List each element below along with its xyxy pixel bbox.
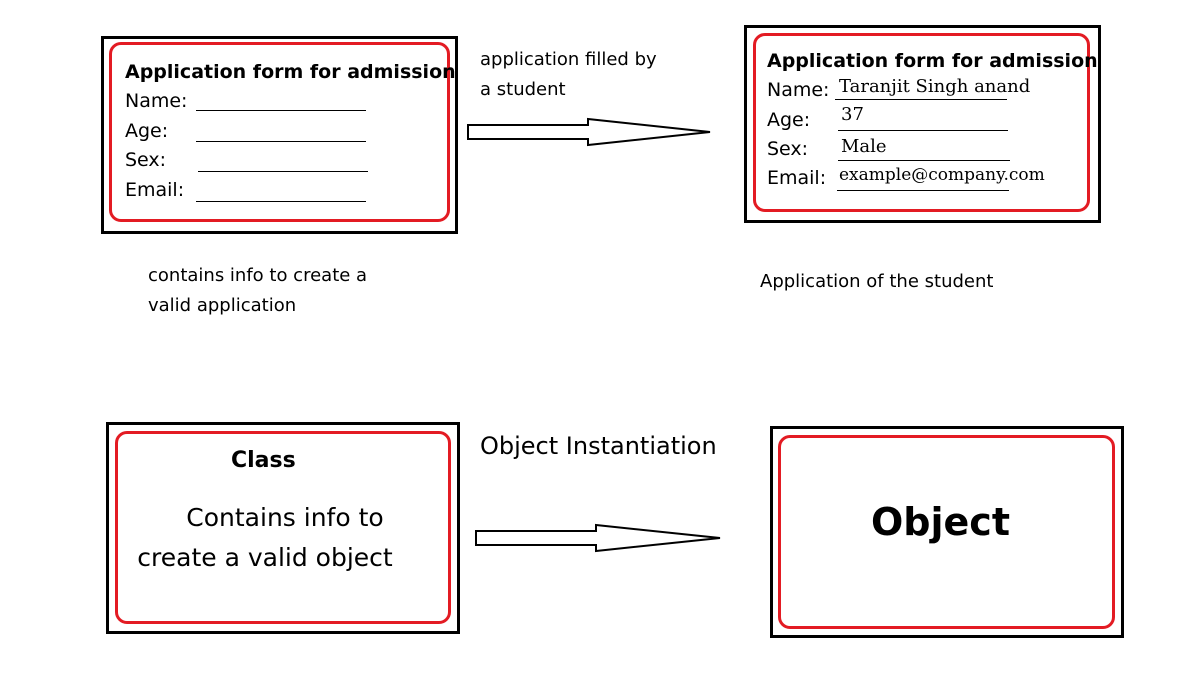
arrow-top-label-line-2: a student	[480, 79, 566, 100]
filled-form-name-line	[835, 99, 1007, 100]
arrow-bottom-icon	[470, 520, 726, 556]
blank-form-title: Application form for admission	[125, 61, 456, 83]
class-box-title: Class	[231, 448, 296, 473]
filled-form-name-value: Taranjit Singh anand	[839, 76, 1031, 97]
caption-right: Application of the student	[760, 271, 994, 292]
blank-form-age-line	[196, 141, 366, 142]
blank-form-age-label: Age:	[125, 120, 169, 142]
blank-form-email-label: Email:	[125, 179, 185, 201]
filled-form-email-label: Email:	[767, 167, 827, 189]
blank-form-email-line	[196, 201, 366, 202]
class-box-body-line-2: create a valid object	[137, 543, 393, 572]
filled-form-sex-line	[838, 160, 1010, 161]
filled-form-email-value: example@company.com	[839, 165, 1045, 185]
blank-form-sex-label: Sex:	[125, 149, 167, 171]
class-box-body-line-1: Contains info to	[186, 503, 384, 532]
filled-form-age-value: 37	[841, 104, 864, 125]
blank-form-sex-line	[198, 171, 368, 172]
caption-left-line-1: contains info to create a	[148, 265, 368, 286]
filled-form-title: Application form for admission	[767, 50, 1098, 72]
arrow-top-label-line-1: application filled by	[480, 49, 657, 70]
arrow-bottom-label: Object Instantiation	[480, 432, 717, 460]
blank-form-name-line	[196, 110, 366, 111]
object-box-title: Object	[871, 500, 1010, 544]
filled-form-email-line	[837, 190, 1009, 191]
arrow-top-icon	[462, 114, 718, 150]
filled-form-sex-label: Sex:	[767, 138, 809, 160]
filled-form-age-label: Age:	[767, 109, 811, 131]
filled-form-name-label: Name:	[767, 79, 830, 101]
blank-form-name-label: Name:	[125, 90, 188, 112]
filled-form-age-line	[838, 130, 1008, 131]
filled-form-sex-value: Male	[841, 136, 887, 157]
caption-left-line-2: valid application	[148, 295, 297, 316]
